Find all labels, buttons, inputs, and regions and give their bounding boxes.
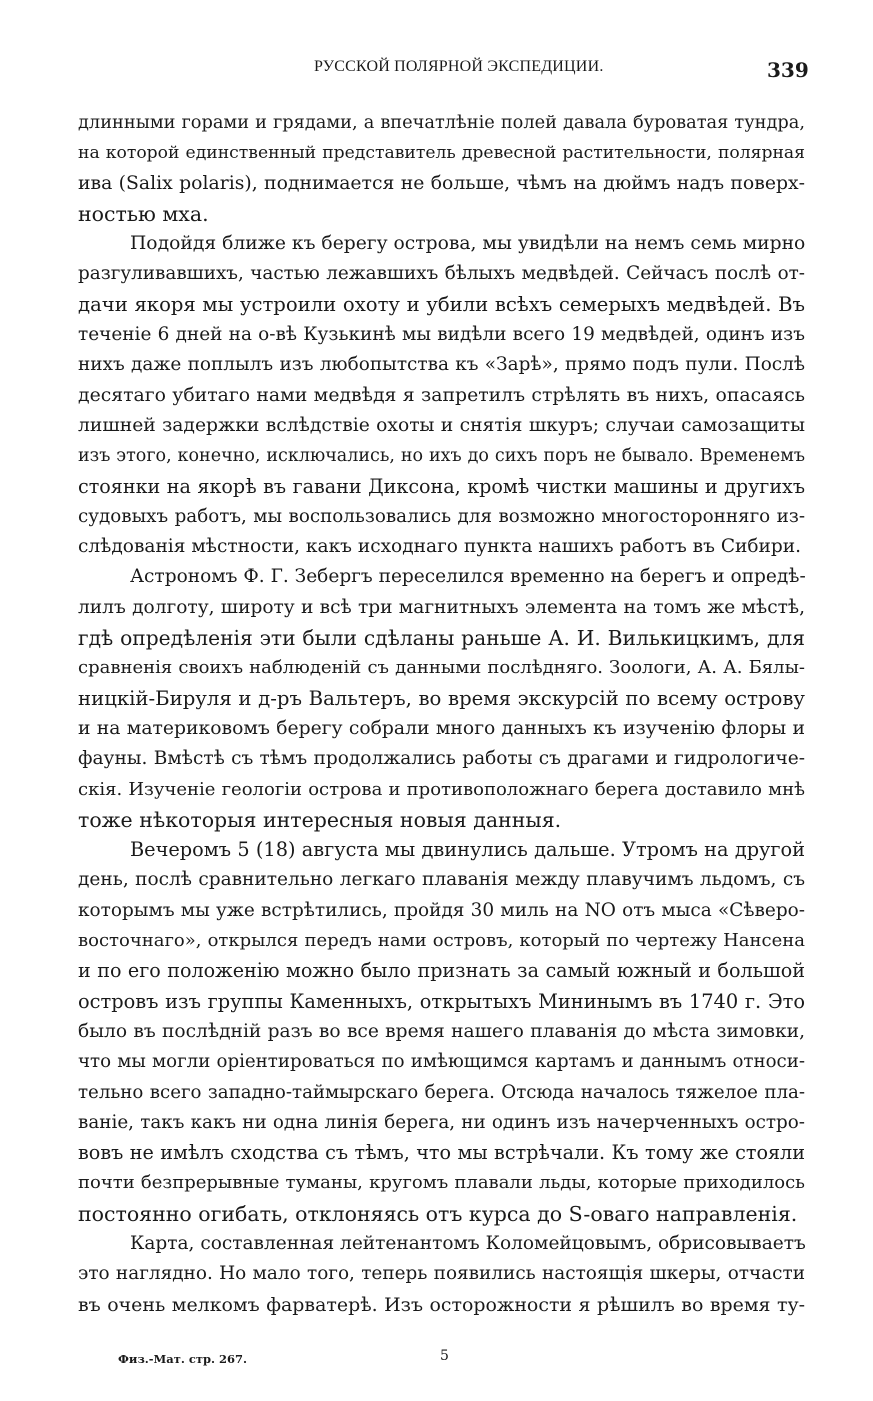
paragraph-2 [78,229,805,562]
footer-signature-note: Физ.-Мат. стр. 267. [118,1352,248,1366]
text-line: Вечеромъ 5 (18) августа мы двинулись дальше. Утромъ на другой [130,838,805,862]
text-line: день, послѣ сравнительно легкаго плаванія между плавучимъ льдомъ, съ [78,869,805,891]
text-line: ива (Salix polaris), поднимается не больше, чѣмъ на дюймъ надъ поверх- [78,172,805,194]
text-line: лишней задержки вслѣдствіе охоты и снятія шкуръ; случаи самозащиты [78,414,805,436]
text-line: тоже нѣкоторыя интересныя новыя данныя. [78,807,562,832]
text-line: восточнаго», открылся передъ нами островъ, который по чертежу Нансена [78,930,805,952]
text-line: что мы могли оріентироваться по имѣющимся картамъ и даннымъ относи- [78,1051,805,1073]
text-line: теченіе 6 дней на о-вѣ Кузькинѣ мы видѣли всего 19 медвѣдей, одинъ изъ [78,324,805,346]
paragraph-5 [78,1229,805,1320]
body-text [78,108,805,1320]
text-line: стоянки на якорѣ въ гавани Диксона, кромѣ чистки машины и другихъ [78,474,805,498]
text-line: тельно всего западно-таймырскаго берега. Отсюда началось тяжелое пла- [78,1081,805,1103]
text-line: постоянно огибать, отклоняясь отъ курса до S-оваго направленія. [78,1201,798,1226]
text-line: островъ изъ группы Каменныхъ, открытыхъ Мининымъ въ 1740 г. Это [78,989,805,1013]
page-number: 339 [767,58,809,82]
text-line: вовъ не имѣлъ сходства съ тѣмъ, что мы встрѣчали. Къ тому же стояли [78,1141,805,1165]
text-line: и на материковомъ берегу собрали много данныхъ къ изученію флоры и [78,717,805,739]
text-line: дачи якоря мы устроили охоту и убили всѣхъ семерыхъ медвѣдей. Въ [78,292,805,316]
text-line: гдѣ опредѣленія эти были сдѣланы раньше А. И. Вилькицкимъ, для [78,626,805,651]
paragraph-3 [78,562,805,835]
text-line: которымъ мы уже встрѣтились, пройдя 30 миль на NO отъ мыса «Сѣверо- [78,899,805,921]
text-line: почти безпрерывные туманы, кругомъ плавали льды, которые приходилось [78,1172,805,1194]
text-line: разгуливавшихъ, частью лежавшихъ бѣлыхъ медвѣдей. Сейчасъ послѣ от- [78,263,805,285]
text-line: это наглядно. Но мало того, теперь появились настоящія шкеры, отчасти [78,1263,805,1285]
text-line: лилъ долготу, широту и всѣ три магнитныхъ элемента на томъ же мѣстѣ, [78,596,805,618]
text-line: изъ этого, конечно, исключались, но ихъ до сихъ поръ не бывало. Временемъ [78,446,805,467]
text-line: фауны. Вмѣстѣ съ тѣмъ продолжались работы съ драгами и гидрологиче- [78,748,805,770]
text-line: было въ послѣдній разъ во все время нашего плаванія до мѣста зимовки, [78,1020,805,1042]
text-line: нихъ даже поплылъ изъ любопытства къ «Зарѣ», прямо подъ пули. Послѣ [78,354,805,376]
text-line: ваніе, такъ какъ ни одна линія берега, ни одинъ изъ начерченныхъ остро- [78,1111,805,1133]
text-line: и по его положенію можно было признать за самый южный и большой [78,959,805,983]
text-line: на которой единственный представитель древесной растительности, полярная [78,143,805,164]
text-line: Астрономъ Ф. Г. Зебергъ переселился временно на берегъ и опредѣ- [130,566,806,588]
text-line: длинными горами и грядами, а впечатлѣніе полей давала буроватая тундра, [78,113,805,133]
text-line: скія. Изученіе геологіи острова и противоположнаго берега доставило мнѣ [78,778,805,800]
running-head: РУССКОЙ ПОЛЯРНОЙ ЭКСПЕДИЦИИ. [314,58,604,75]
text-line: въ очень мелкомъ фарватерѣ. Изъ осторожности я рѣшилъ во время ту- [78,1293,805,1316]
text-line: слѣдованія мѣстности, какъ исходнаго пункта нашихъ работъ въ Сибири. [78,536,802,558]
text-line: судовыхъ работъ, мы воспользовались для возможно многосторонняго из- [78,505,805,527]
text-line: ницкій-Бируля и д-ръ Вальтеръ, во время экскурсій по всему острову [78,686,805,710]
paragraph-1 [78,108,805,229]
text-line: десятаго убитаго нами медвѣдя я запретилъ стрѣлять въ нихъ, опасаясь [78,384,805,406]
text-line: Карта, составленная лейтенантомъ Коломейцовымъ, обрисовываетъ [130,1232,806,1254]
text-line: сравненія своихъ наблюденій съ данными послѣдняго. Зоологи, А. А. Бялы- [78,657,805,679]
footer-sheet-number: 5 [440,1348,449,1364]
text-line: ностью мха. [78,201,209,226]
text-line: Подойдя ближе къ берегу острова, мы увидѣли на немъ семь мирно [130,233,806,255]
paragraph-4 [78,835,805,1229]
